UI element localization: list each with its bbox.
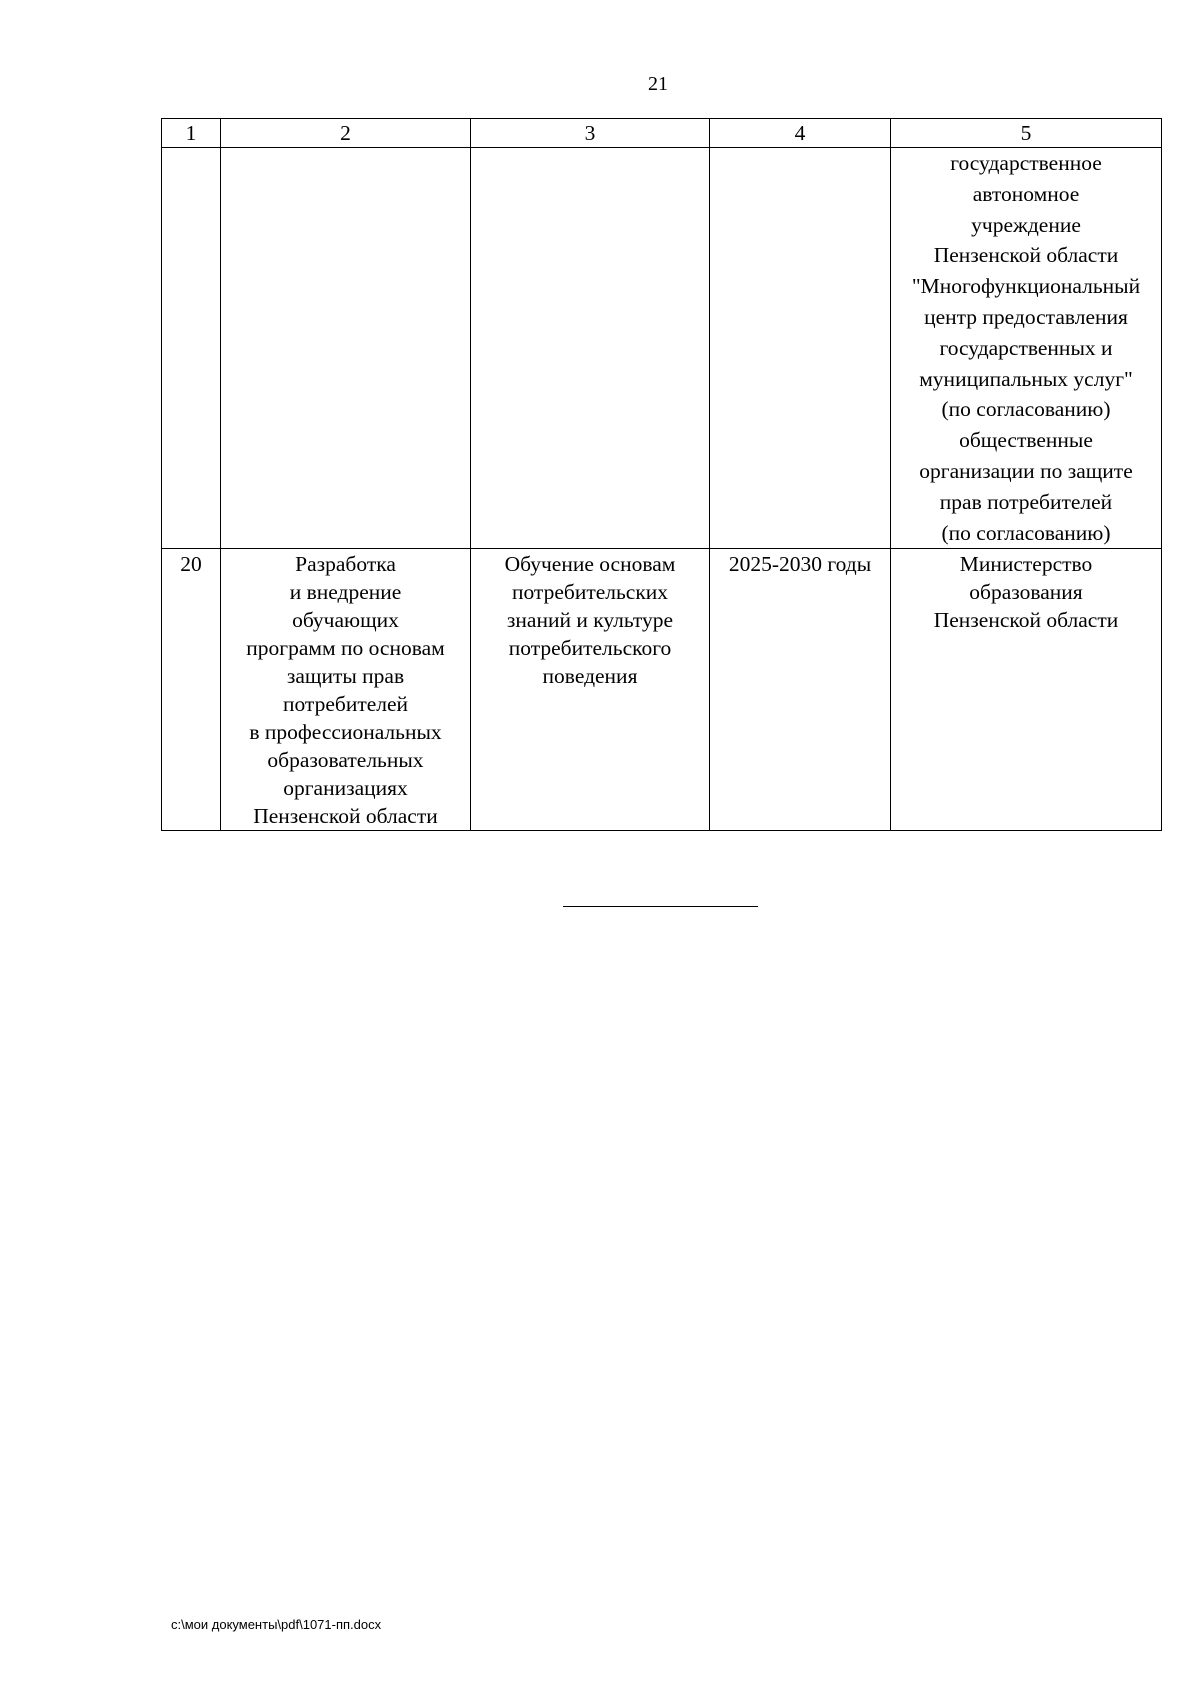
cell-line: (по согласованию) bbox=[941, 520, 1111, 545]
row-20-period: 2025-2030 годы bbox=[710, 549, 891, 831]
cell-line: Обучение основам bbox=[504, 552, 676, 577]
cell-line: образования bbox=[969, 580, 1083, 605]
row-20-number: 20 bbox=[162, 549, 221, 831]
cell-line: потребительских bbox=[511, 580, 669, 605]
cont-col-4 bbox=[710, 148, 891, 549]
measures-table bbox=[161, 118, 1162, 831]
cell-line: центр предоставления bbox=[924, 304, 1128, 329]
cell-line: (по согласованию) bbox=[941, 397, 1111, 422]
cell-line: организациях bbox=[283, 776, 408, 801]
cell-line: Пензенской области bbox=[933, 608, 1119, 633]
cell-line: программ по основам bbox=[246, 636, 445, 661]
cell-line: Пензенской области bbox=[253, 804, 438, 829]
row-20-measure bbox=[221, 549, 471, 831]
cell-line: потребителей bbox=[282, 692, 409, 717]
cont-col-1 bbox=[162, 148, 221, 549]
footer-file-path: c:\мои документы\pdf\1071-пп.docx bbox=[171, 1617, 382, 1632]
cell-line: Разработка bbox=[295, 552, 396, 577]
cell-line: обучающих bbox=[292, 608, 399, 633]
cell-line: общественные bbox=[959, 428, 1093, 453]
header-col-2: 2 bbox=[221, 119, 471, 148]
cont-col-2 bbox=[221, 148, 471, 549]
cell-line: Министерство bbox=[959, 552, 1093, 577]
cell-line: потребительского bbox=[508, 636, 672, 661]
cell-line: защиты прав bbox=[286, 664, 405, 689]
table-row-continuation bbox=[162, 148, 1162, 549]
cell-line: прав потребителей bbox=[939, 489, 1113, 514]
cell-line: Пензенской области bbox=[933, 243, 1119, 268]
page-number: 21 bbox=[648, 73, 668, 95]
cont-col-5-responsible bbox=[891, 148, 1162, 549]
row-20-responsible bbox=[891, 549, 1162, 831]
row-20-result bbox=[471, 549, 710, 831]
table-row-20 bbox=[162, 549, 1162, 831]
cell-line: знаний и культуре bbox=[506, 608, 674, 633]
cell-line: поведения bbox=[542, 664, 638, 689]
cell-line: и внедрение bbox=[289, 580, 402, 605]
cell-line: образовательных bbox=[267, 748, 424, 773]
cell-line: организации по защите bbox=[919, 458, 1133, 483]
end-divider-line bbox=[563, 906, 758, 907]
table-header-row bbox=[162, 119, 1162, 148]
cell-line: автономное bbox=[972, 181, 1080, 206]
cell-line: в профессиональных bbox=[249, 720, 442, 745]
cell-line: учреждение bbox=[971, 212, 1081, 237]
cell-line: государственных и bbox=[939, 335, 1113, 360]
cell-line: государственное bbox=[950, 151, 1102, 175]
header-col-5: 5 bbox=[891, 119, 1162, 148]
header-col-3: 3 bbox=[471, 119, 710, 148]
header-col-4: 4 bbox=[710, 119, 891, 148]
cell-line: муниципальных услуг" bbox=[919, 366, 1133, 391]
header-col-1: 1 bbox=[162, 119, 221, 148]
cell-line: "Многофункциональный bbox=[911, 274, 1141, 299]
cont-col-3 bbox=[471, 148, 710, 549]
